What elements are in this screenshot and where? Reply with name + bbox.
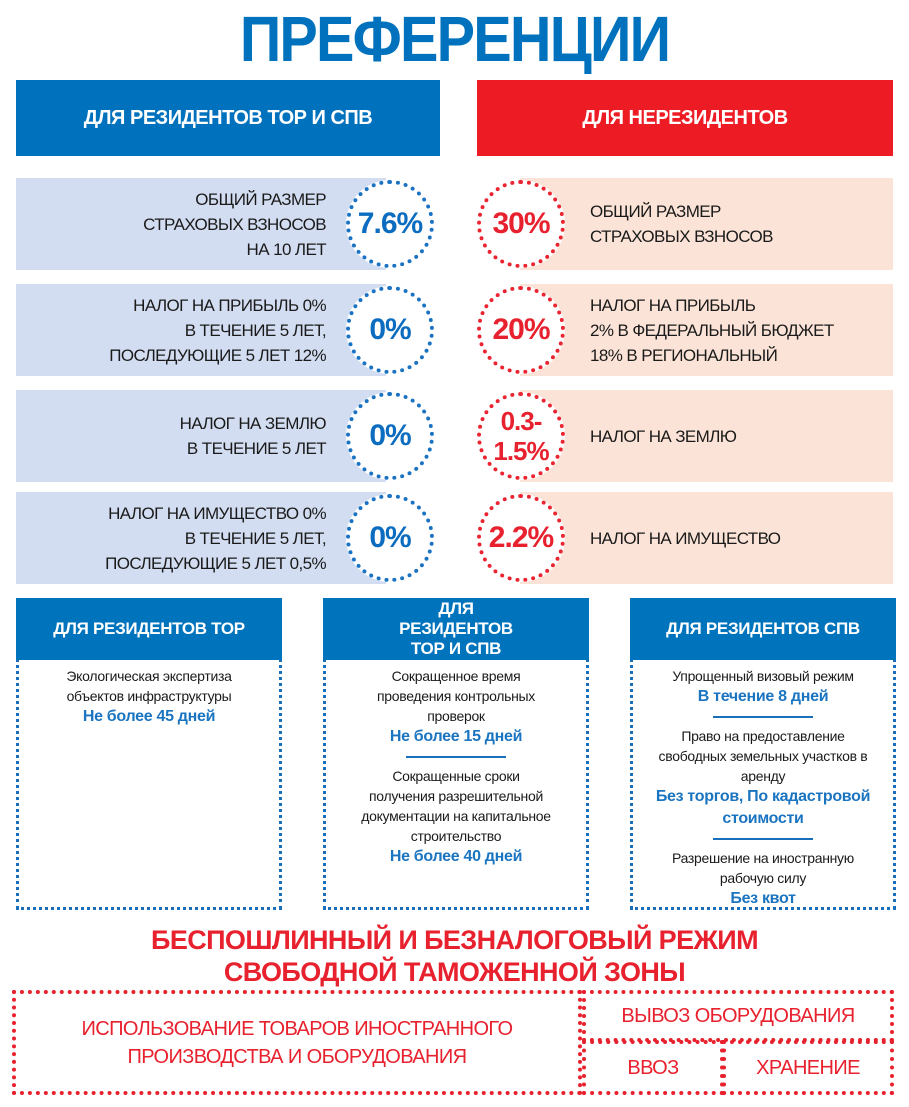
page-title: ПРЕФЕРЕНЦИИ: [239, 3, 670, 75]
benefit-item: [633, 726, 893, 830]
customs-title: [0, 924, 909, 988]
benefit-highlight: Без квот: [730, 890, 796, 907]
resident-row-line: НАЛОГ НА ЗЕМЛЮ: [179, 414, 326, 433]
benefit-box: [630, 598, 896, 910]
resident-value-badge: 0%: [346, 286, 434, 374]
resident-row: [16, 390, 386, 482]
resident-row-line: ПОСЛЕДУЮЩИЕ 5 ЛЕТ 12%: [109, 345, 326, 365]
nonresident-row-line: НАЛОГ НА ИМУЩЕСТВО: [590, 528, 781, 548]
residents-header: ДЛЯ РЕЗИДЕНТОВ ТОР И СПВ: [16, 80, 440, 156]
resident-row-line: НАЛОГ НА ИМУЩЕСТВО 0%: [108, 503, 326, 523]
benefit-box-header: ДЛЯ РЕЗИДЕНТОВ СПВ: [630, 598, 896, 660]
benefit-highlight: В течение 8 дней: [697, 688, 829, 705]
benefit-highlight: Не более 15 дней: [389, 728, 523, 745]
divider: [406, 756, 506, 758]
nonresident-value-badge: 0.3-1.5%: [477, 392, 565, 480]
benefit-box: [16, 598, 282, 910]
nonresident-row: [520, 178, 893, 270]
resident-row-line: НАЛОГ НА ПРИБЫЛЬ 0%: [133, 295, 326, 315]
resident-row-line: ОБЩИЙ РАЗМЕР: [195, 189, 326, 209]
benefit-highlight: Не более 45 дней: [82, 708, 216, 725]
benefit-box-header: ДЛЯ РЕЗИДЕНТОВ ТОР И СПВ: [323, 598, 589, 660]
benefit-item: [633, 848, 893, 910]
benefit-item: [326, 766, 586, 868]
customs-storage-text: ХРАНЕНИЕ: [756, 1056, 860, 1079]
resident-value-badge: 7.6%: [346, 180, 434, 268]
customs-export-text: ВЫВОЗ ОБОРУДОВАНИЯ: [621, 1005, 855, 1027]
nonresident-row-line: НАЛОГ НА ПРИБЫЛЬ: [590, 295, 756, 315]
benefit-text: Сокращенные сроки получения разрешительной документации на капитальное строительство: [361, 768, 551, 844]
benefit-item: [326, 660, 586, 748]
benefit-text: Сокращенное время проведения контрольных проверок: [376, 668, 536, 724]
resident-value-badge: 0%: [346, 494, 434, 582]
nonresident-row-line: 18% В РЕГИОНАЛЬНЫЙ: [590, 345, 778, 365]
customs-title-line2: СВОБОДНОЙ ТАМОЖЕННОЙ ЗОНЫ: [223, 957, 686, 987]
benefit-item: [19, 660, 279, 728]
resident-row-line: ПОСЛЕДУЮЩИЕ 5 ЛЕТ 0,5%: [105, 553, 326, 573]
benefit-highlight: Не более 40 дней: [389, 848, 523, 865]
nonresident-row: [520, 284, 893, 376]
benefit-text: Разрешение на иностранную рабочую силу: [672, 850, 854, 886]
nonresident-value-badge: 2.2%: [477, 494, 565, 582]
benefit-text: Право на предоставление свободных земельных участков в аренду: [658, 728, 868, 784]
resident-value-badge: 0%: [346, 392, 434, 480]
nonresident-row: [520, 390, 893, 482]
customs-import-frame: [582, 1040, 724, 1095]
resident-row: [16, 492, 386, 584]
resident-row-line: НА 10 ЛЕТ: [246, 239, 326, 259]
resident-row-line: В ТЕЧЕНИЕ 5 ЛЕТ,: [184, 320, 326, 340]
resident-row-line: В ТЕЧЕНИЕ 5 ЛЕТ: [186, 439, 326, 458]
nonresidents-header: ДЛЯ НЕРЕЗИДЕНТОВ: [477, 80, 893, 156]
nonresident-row-line: НАЛОГ НА ЗЕМЛЮ: [590, 426, 737, 446]
benefit-text: Упрощенный визовый режим: [672, 668, 854, 684]
benefit-box-header: ДЛЯ РЕЗИДЕНТОВ ТОР: [16, 598, 282, 660]
nonresident-row: [520, 492, 893, 584]
customs-import-text: ВВОЗ: [627, 1056, 679, 1079]
customs-title-line1: БЕСПОШЛИННЫЙ И БЕЗНАЛОГОВЫЙ РЕЖИМ: [151, 925, 758, 955]
benefit-item: [633, 660, 893, 708]
divider: [713, 838, 813, 840]
nonresident-row-line: 2% В ФЕДЕРАЛЬНЫЙ БЮДЖЕТ: [590, 320, 834, 340]
resident-row: [16, 284, 386, 376]
nonresident-value-badge: 20%: [477, 286, 565, 374]
resident-row-line: В ТЕЧЕНИЕ 5 ЛЕТ,: [184, 528, 326, 548]
benefit-box: [323, 598, 589, 910]
customs-export-frame: [582, 990, 894, 1042]
nonresident-row-line: ОБЩИЙ РАЗМЕР: [590, 202, 721, 221]
nonresident-row-line: СТРАХОВЫХ ВЗНОСОВ: [590, 227, 773, 246]
customs-use-text: ИСПОЛЬЗОВАНИЕ ТОВАРОВ ИНОСТРАННОГО ПРОИЗВОДСТВА И ОБОРУДОВАНИЯ: [81, 1017, 513, 1068]
resident-row: [16, 178, 386, 270]
customs-use-frame: [12, 990, 582, 1095]
divider: [713, 716, 813, 718]
benefit-highlight: Без торгов, По кадастровой стоимости: [655, 788, 871, 827]
benefit-text: Экологическая экспертиза объектов инфраструктуры: [66, 668, 232, 704]
nonresident-value-badge: 30%: [477, 180, 565, 268]
customs-storage-frame: [722, 1040, 894, 1095]
resident-row-line: СТРАХОВЫХ ВЗНОСОВ: [143, 214, 326, 234]
